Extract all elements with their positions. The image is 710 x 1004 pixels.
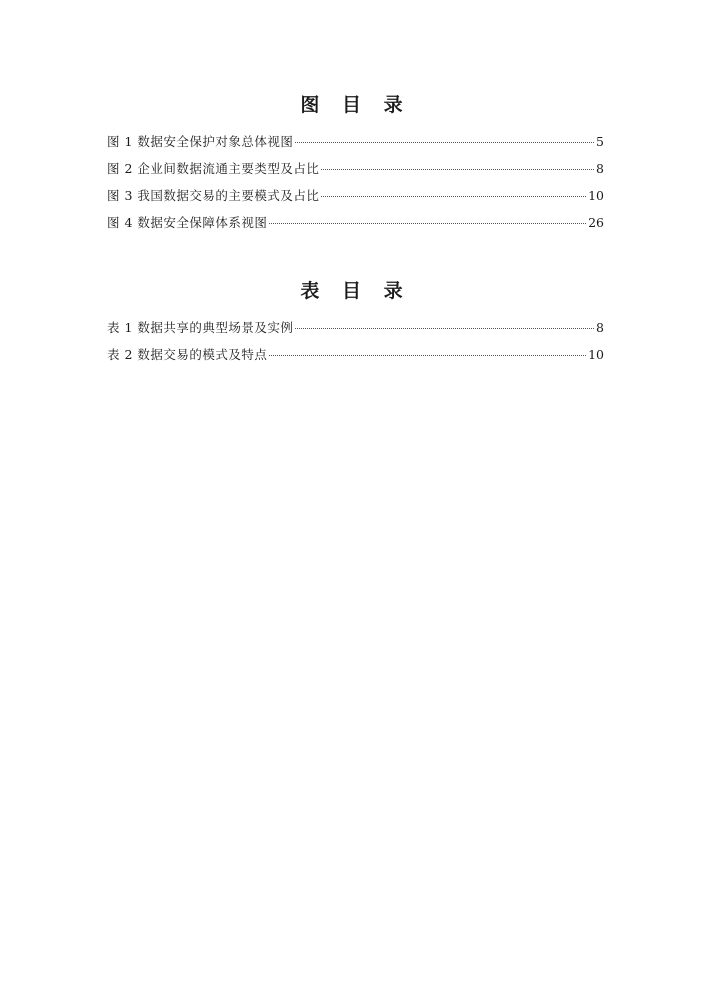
figure-entries — [107, 128, 604, 236]
toc-entry-label: 图 2 企业间数据流通主要类型及占比 — [107, 161, 320, 176]
dot-leader — [321, 169, 594, 170]
list-of-tables — [107, 276, 604, 368]
dot-leader — [321, 196, 586, 197]
dot-leader — [295, 328, 594, 329]
list-of-figures — [107, 90, 604, 236]
table-entries — [107, 314, 604, 368]
toc-entry-page-number: 26 — [588, 215, 604, 230]
toc-entry-label: 图 1 数据安全保护对象总体视图 — [107, 134, 294, 149]
toc-entry-page-number: 10 — [588, 188, 604, 203]
toc-entry[interactable] — [107, 341, 604, 368]
toc-entry[interactable] — [107, 314, 604, 341]
list-of-figures-heading: 图 目 录 — [300, 94, 411, 116]
toc-entry-page-number: 10 — [588, 347, 604, 362]
toc-entry-page-number: 8 — [596, 320, 604, 335]
dot-leader — [269, 223, 586, 224]
toc-entry-label: 图 3 我国数据交易的主要模式及占比 — [107, 188, 320, 203]
list-of-tables-heading: 表 目 录 — [300, 280, 411, 302]
dot-leader — [269, 355, 586, 356]
toc-entry[interactable] — [107, 128, 604, 155]
toc-entry-label: 图 4 数据安全保障体系视图 — [107, 215, 268, 230]
dot-leader — [295, 142, 594, 143]
toc-entry-page-number: 5 — [596, 134, 604, 149]
toc-entry[interactable] — [107, 155, 604, 182]
toc-entry[interactable] — [107, 209, 604, 236]
toc-entry[interactable] — [107, 182, 604, 209]
toc-entry-label: 表 1 数据共享的典型场景及实例 — [107, 320, 294, 335]
toc-entry-label: 表 2 数据交易的模式及特点 — [107, 347, 268, 362]
toc-entry-page-number: 8 — [596, 161, 604, 176]
